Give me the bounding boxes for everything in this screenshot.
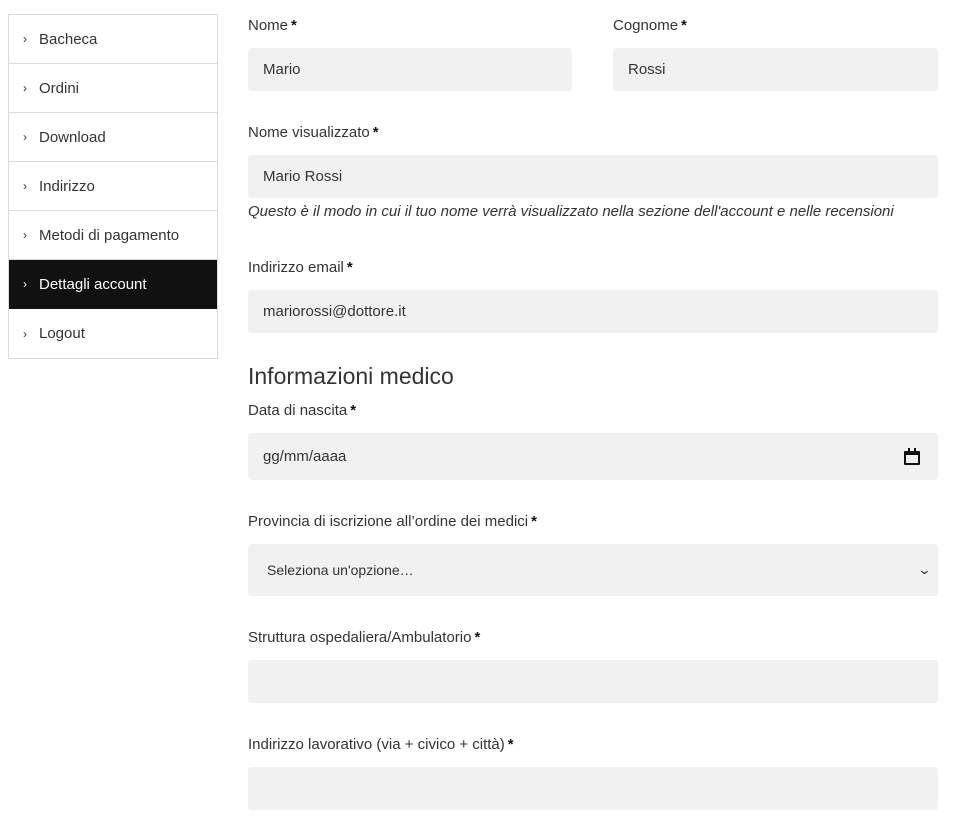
last-name-label-text: Cognome bbox=[613, 17, 679, 34]
first-name-value: Mario bbox=[263, 61, 301, 78]
required-mark: * bbox=[474, 629, 481, 646]
first-name-input[interactable] bbox=[248, 48, 572, 91]
display-name-hint: Questo è il modo in cui il tuo nome verrà visualizzato nella sezione dell'account e nelle recensioni bbox=[248, 203, 894, 220]
work-address-label-text: Indirizzo lavorativo (via + civico + città) bbox=[248, 736, 505, 753]
sidebar-item-label: Dettagli account bbox=[39, 275, 147, 293]
sidebar-item-ordini[interactable] bbox=[9, 64, 217, 113]
chevron-right-icon: › bbox=[23, 326, 27, 341]
chevron-right-icon: › bbox=[23, 130, 27, 144]
birth-date-placeholder: gg/mm/aaaa bbox=[263, 448, 347, 465]
medical-info-title: Informazioni medico bbox=[248, 363, 454, 389]
email-label bbox=[248, 259, 353, 276]
sidebar-item-label: Indirizzo bbox=[39, 177, 95, 195]
sidebar-item-label: Download bbox=[39, 128, 106, 146]
display-name-label bbox=[248, 124, 379, 141]
province-selected-value: Seleziona un'opzione… bbox=[267, 562, 414, 578]
display-name-input[interactable] bbox=[248, 155, 938, 198]
required-mark: * bbox=[350, 402, 357, 419]
sidebar-item-indirizzo[interactable] bbox=[9, 162, 217, 211]
chevron-down-icon: ⌄ bbox=[917, 562, 932, 577]
email-value: mariorossi@dottore.it bbox=[263, 303, 406, 320]
work-address-label bbox=[248, 736, 514, 753]
first-name-label-text: Nome bbox=[248, 17, 289, 34]
display-name-value: Mario Rossi bbox=[263, 168, 343, 185]
hospital-label-text: Struttura ospedaliera/Ambulatorio bbox=[248, 629, 472, 646]
province-select[interactable] bbox=[248, 544, 938, 596]
sidebar-item-dettagli-account[interactable] bbox=[9, 260, 217, 309]
last-name-label bbox=[613, 17, 687, 34]
display-name-label-text: Nome visualizzato bbox=[248, 124, 370, 141]
sidebar-item-label: Ordini bbox=[39, 79, 80, 97]
sidebar-item-download[interactable] bbox=[9, 113, 217, 162]
account-sidebar bbox=[8, 14, 218, 359]
chevron-right-icon: › bbox=[23, 179, 27, 193]
sidebar-item-label: Bacheca bbox=[39, 30, 98, 48]
calendar-icon[interactable] bbox=[903, 448, 921, 466]
chevron-right-icon: › bbox=[23, 228, 27, 242]
chevron-right-icon: › bbox=[23, 81, 27, 95]
sidebar-item-label: Metodi di pagamento bbox=[39, 226, 180, 244]
chevron-right-icon: › bbox=[23, 32, 27, 46]
sidebar-item-label: Logout bbox=[39, 325, 85, 342]
province-label bbox=[248, 513, 537, 530]
required-mark: * bbox=[531, 513, 537, 530]
required-mark: * bbox=[681, 17, 687, 34]
sidebar-item-metodi-pagamento[interactable] bbox=[9, 211, 217, 260]
birth-date-input[interactable] bbox=[248, 433, 938, 480]
required-mark: * bbox=[291, 17, 297, 34]
province-label-text: Provincia di iscrizione all’ordine dei medici bbox=[248, 513, 529, 530]
last-name-input[interactable] bbox=[613, 48, 938, 91]
email-label-text: Indirizzo email bbox=[248, 259, 344, 276]
last-name-value: Rossi bbox=[628, 61, 666, 78]
hospital-input[interactable] bbox=[248, 660, 938, 703]
sidebar-item-logout[interactable] bbox=[9, 309, 217, 358]
first-name-label bbox=[248, 17, 297, 34]
birth-date-label-text: Data di nascita bbox=[248, 402, 348, 419]
required-mark: * bbox=[346, 259, 353, 276]
work-address-input[interactable] bbox=[248, 767, 938, 810]
required-mark: * bbox=[372, 124, 379, 141]
birth-date-label bbox=[248, 402, 356, 419]
chevron-right-icon: › bbox=[23, 277, 27, 291]
hospital-label bbox=[248, 629, 480, 646]
sidebar-item-bacheca[interactable] bbox=[9, 15, 217, 64]
required-mark: * bbox=[507, 736, 514, 753]
email-input[interactable] bbox=[248, 290, 938, 333]
